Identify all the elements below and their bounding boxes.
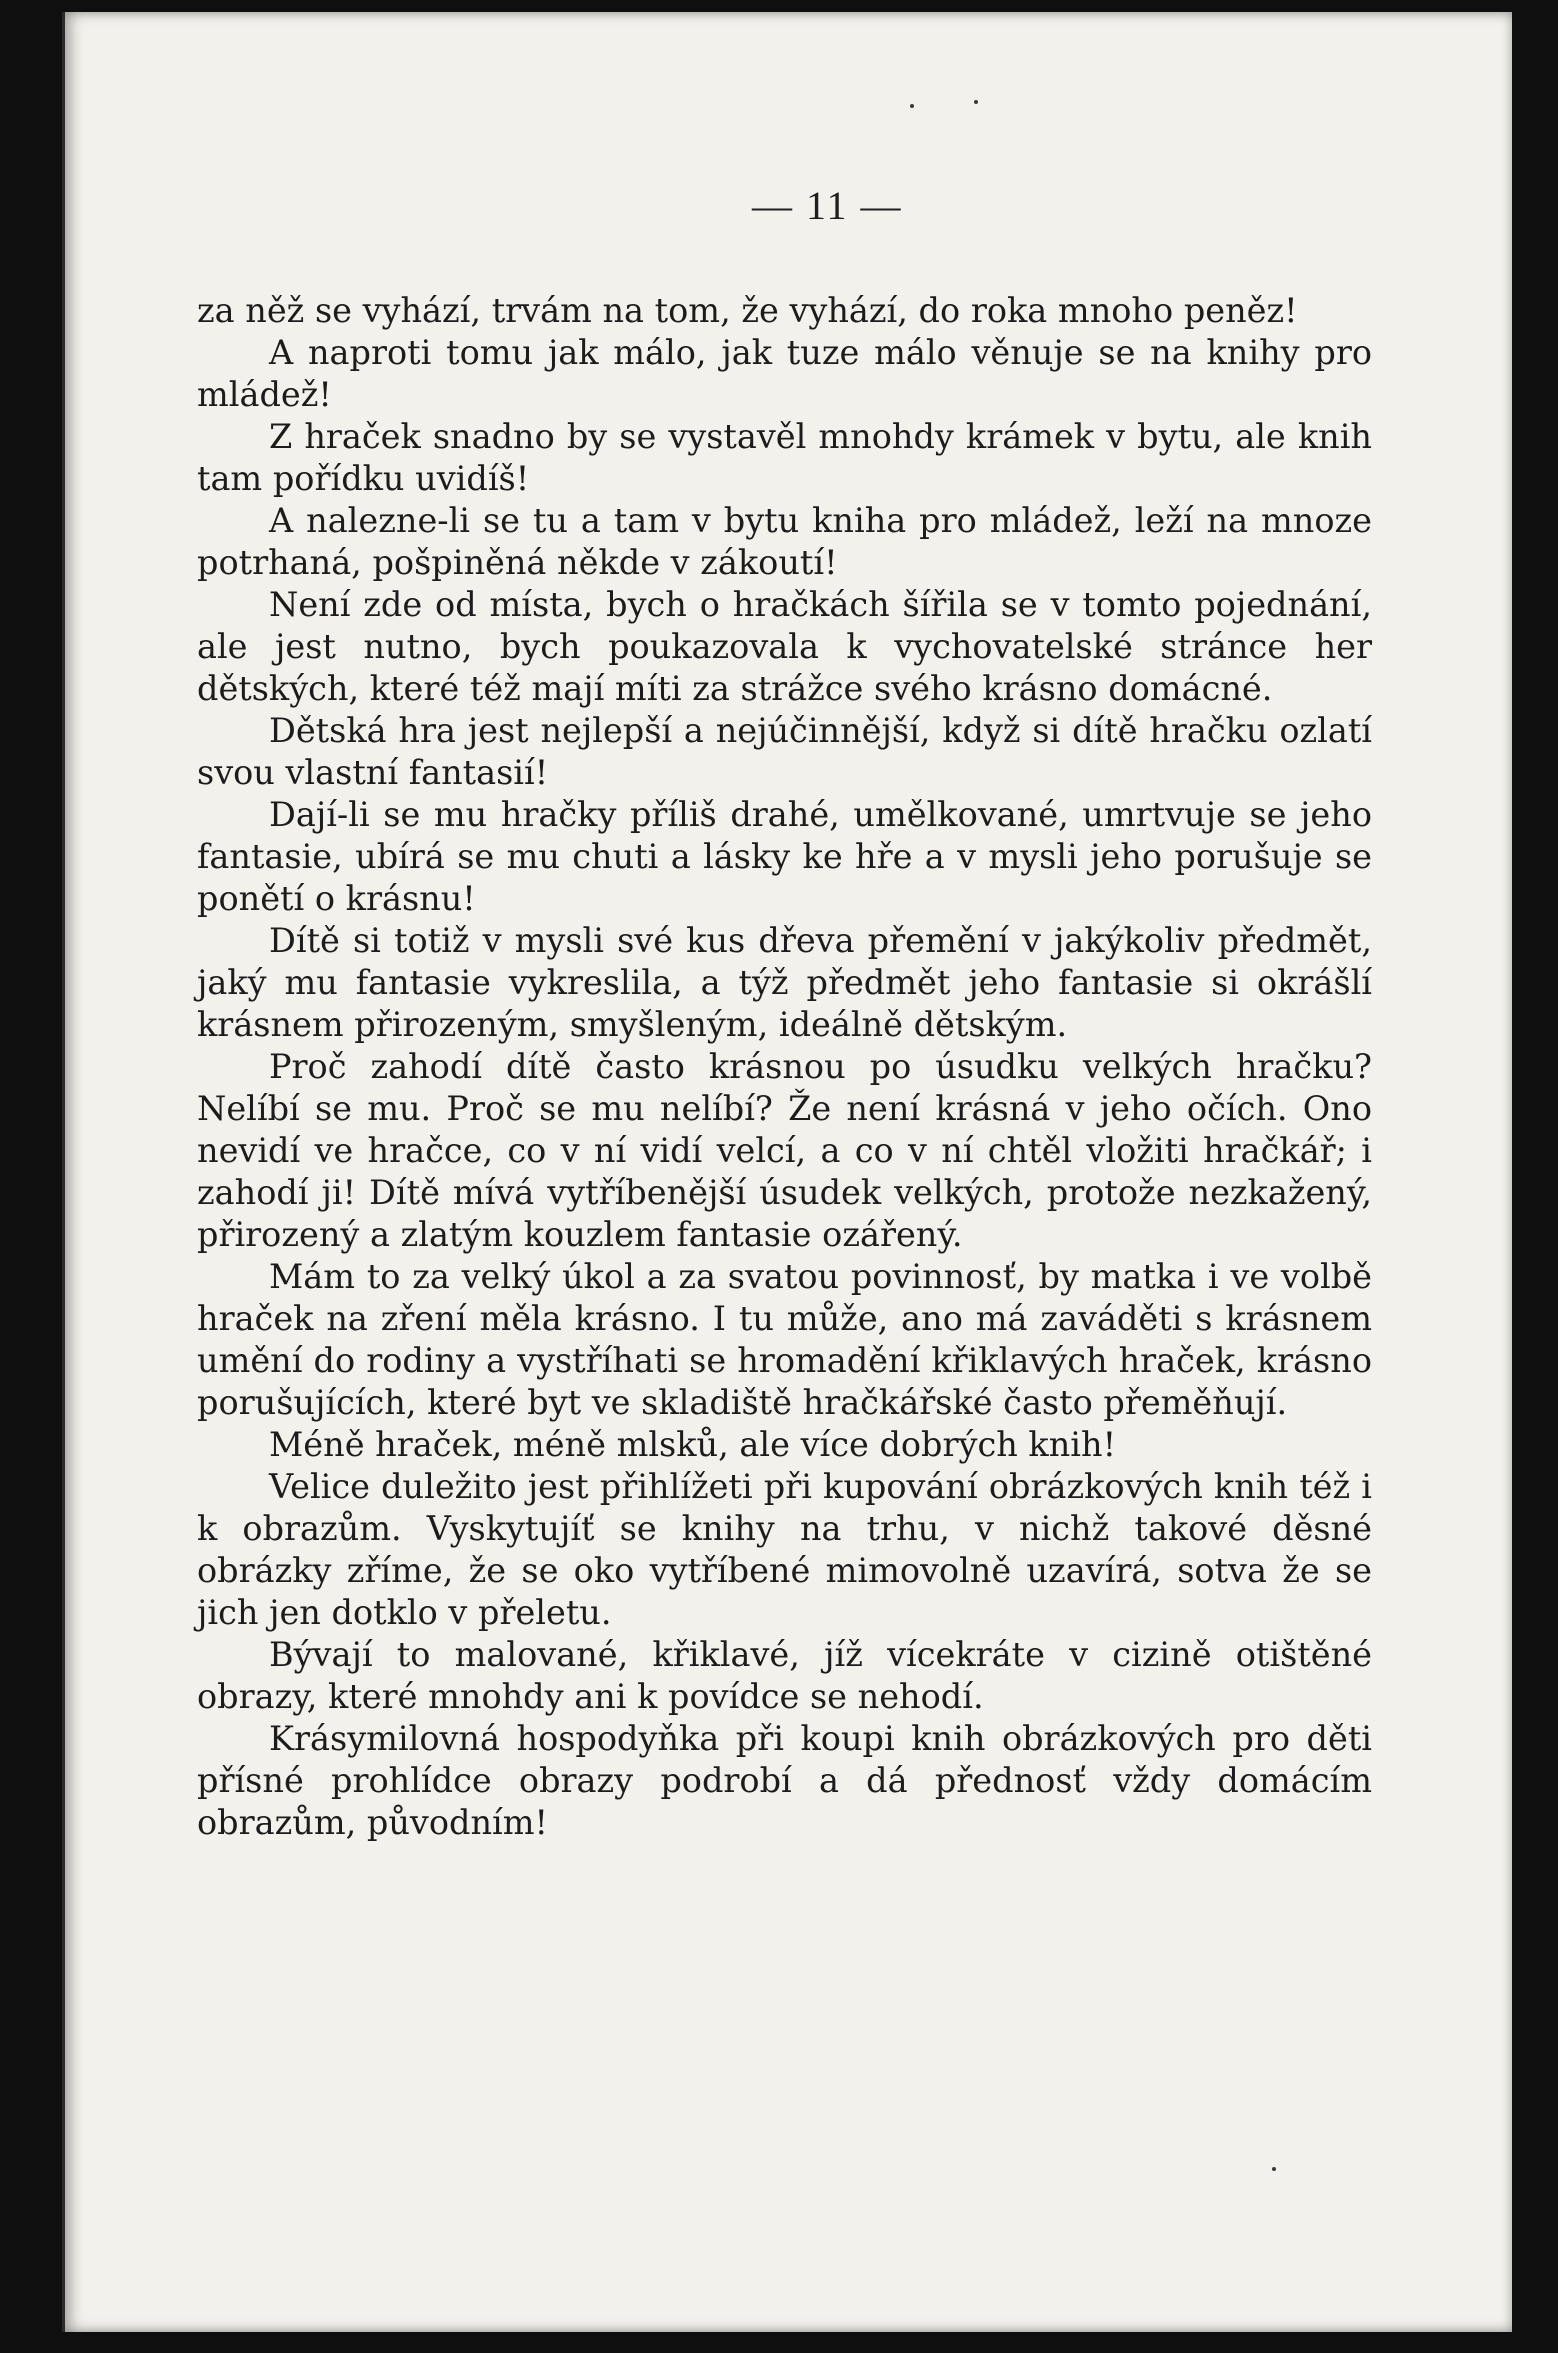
- paragraph: Z hraček snadno by se vystavěl mnohdy krámek v bytu, ale knih tam pořídku uvidíš!: [197, 417, 1372, 498]
- body-text: [197, 290, 1372, 1844]
- paragraph: Mám to za velký úkol a za svatou povinnosť, by matka i ve volbě hraček na zření měla krásno. I tu může, ano má zaváděti s krásnem umění do rodiny a vystříhati se hromadění křiklavých hraček, krásno porušujících, které byt ve skladiště hračkářské často přeměňují.: [197, 1257, 1372, 1422]
- paragraph: A nalezne-li se tu a tam v bytu kniha pro mládež, leží na mnoze potrhaná, pošpiněná někde v zákoutí!: [197, 501, 1372, 582]
- paragraph: A naproti tomu jak málo, jak tuze málo věnuje se na knihy pro mládež!: [197, 333, 1372, 414]
- paragraph: Krásymilovná hospodyňka při koupi knih obrázkových pro děti přísné prohlídce obrazy podrobí a dá přednosť vždy domácím obrazům, původním!: [197, 1719, 1372, 1842]
- page-gutter: [62, 12, 65, 2332]
- paragraph: Dítě si totiž v mysli své kus dřeva přemění v jakýkoliv předmět, jaký mu fantasie vykreslila, a týž předmět jeho fantasie si okrášlí krásnem přirozeným, smyšleným, ideálně dětským.: [197, 921, 1372, 1044]
- paragraph: Velice duležito jest přihlížeti při kupování obrázkových knih též i k obrazům. Vyskytujíť se knihy na trhu, v nichž takové děsné obrázky zříme, že se oko vytříbené mimovolně uzavírá, sotva že se jich jen dotklo v přeletu.: [197, 1467, 1372, 1632]
- paragraph: Dětská hra jest nejlepší a nejúčinnější, když si dítě hračku ozlatí svou vlastní fantasií!: [197, 711, 1372, 792]
- paragraph: za něž se vyhází, trvám na tom, že vyhází, do roka mnoho peněz!: [197, 291, 1298, 330]
- paragraph: Dají-li se mu hračky příliš drahé, umělkované, umrtvuje se jeho fantasie, ubírá se mu chuti a lásky ke hře a v mysli jeho porušuje se ponětí o krásnu!: [197, 795, 1372, 918]
- book-page: [62, 12, 1512, 2332]
- paper-speck: [1272, 2167, 1276, 2171]
- paragraph: Méně hraček, méně mlsků, ale více dobrých knih!: [269, 1425, 1117, 1464]
- paragraph: Proč zahodí dítě často krásnou po úsudku velkých hračku? Nelíbí se mu. Proč se mu nelíbí? Že není krásná v jeho očích. Ono nevidí ve hračce, co v ní vidí velcí, a co v ní chtěl vložiti hračkář; i zahodí ji! Dítě mívá vytříbenější úsudek velkých, protože nezkažený, přirozený a zlatým kouzlem fantasie ozářený.: [197, 1047, 1372, 1254]
- paragraph: Není zde od místa, bych o hračkách šířila se v tomto pojednání, ale jest nutno, bych poukazovala k vychovatelské stránce her dětských, které též mají míti za strážce svého krásno domácné.: [197, 585, 1372, 708]
- paper-speck: [910, 104, 914, 108]
- paper-speck: [974, 100, 978, 104]
- paragraph: Bývají to malované, křiklavé, jíž vícekráte v cizině otištěné obrazy, které mnohdy ani k povídce se nehodí.: [197, 1635, 1372, 1716]
- page-number: — 11 —: [752, 183, 903, 228]
